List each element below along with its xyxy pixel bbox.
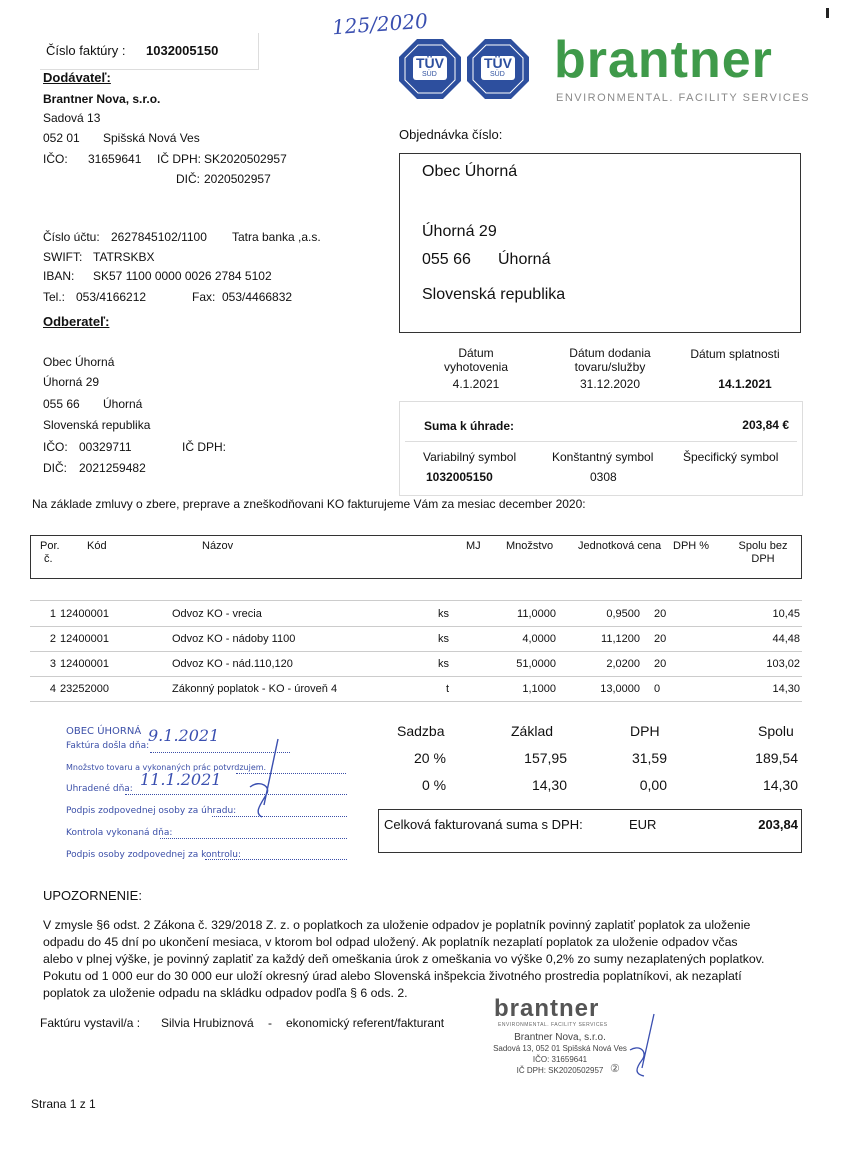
handwritten-reference: 125/2020: [331, 8, 429, 40]
company-stamp-sub: ENVIRONMENTAL. FACILITY SERVICES: [498, 1022, 608, 1028]
due-date: 14.1.2021: [718, 377, 772, 391]
customer-ico: 00329711: [79, 440, 132, 454]
stamp-line-4: Podpis zodpovednej osoby za úhradu:: [66, 806, 237, 816]
row-dph: 20: [654, 633, 667, 645]
tuv-badge-2: [465, 37, 531, 104]
recipient-name: Obec Úhorná: [422, 163, 518, 180]
issuer-dash: -: [268, 1016, 272, 1030]
company-stamp-ico: IČO: 31659641: [532, 1055, 588, 1064]
ss-label: Špecifický symbol: [683, 450, 779, 464]
stamp-line-1: Faktúra došla dňa:: [66, 741, 150, 751]
supplier-fax-label: Fax:: [192, 290, 216, 304]
stamp-handwritten-date-2: 11.1.2021: [140, 770, 222, 789]
issued-label-2: vyhotovenia: [443, 360, 509, 374]
supplier-swift: TATRSKBX: [93, 250, 155, 264]
notice-line-4: Pokutu od 1 000 eur do 30 000 eur uloží okresný úrad alebo Slovenská inšpekcia životného prostredia poplatníkovi, ak nezaplatí: [43, 969, 742, 983]
table-row: [30, 627, 802, 652]
issuer-name: Silvia Hrubiznová: [161, 1016, 254, 1030]
h-por-2: č.: [44, 553, 53, 565]
row-cena: 11,1200: [601, 633, 640, 645]
vat-h-dph: DPH: [630, 723, 660, 739]
stamp-dots-5: [160, 838, 347, 839]
items-table: [30, 602, 802, 702]
issued-label-1: Dátum: [458, 346, 494, 360]
row-por: 3: [49, 658, 56, 670]
notice-line-5: poplatok za uloženie odpadu na skládku odpadov podľa § 6 ods. 2.: [43, 986, 408, 1000]
vat-h-sadzba: Sadzba: [397, 723, 445, 739]
row-nazov: Zákonný poplatok - KO - úroveň 4: [172, 683, 338, 695]
recipient-zip: 055 66: [422, 251, 471, 268]
row-mj: ks: [438, 633, 449, 645]
h-dph: DPH %: [673, 540, 710, 552]
row-dph: 20: [654, 608, 667, 620]
vs-label: Variabilný symbol: [423, 450, 517, 464]
stamp-title: OBEC ÚHORNÁ: [66, 726, 142, 737]
issuer-role: ekonomický referent/fakturant: [286, 1016, 445, 1030]
ks-value: 0308: [590, 470, 617, 484]
stamp-signature: [236, 735, 296, 835]
row-nazov: Odvoz KO - vrecia: [172, 608, 262, 620]
row-spolu: 14,30: [772, 683, 800, 695]
row-spolu: 10,45: [772, 608, 800, 620]
supplier-city: Spišská Nová Ves: [103, 131, 200, 145]
vat-row-2-sadzba: 0 %: [422, 777, 447, 793]
customer-dic: 2021259482: [79, 461, 146, 475]
row-kod: 12400001: [60, 608, 109, 620]
row-nazov: Odvoz KO - nádoby 1100: [172, 633, 296, 645]
ks-label: Konštantný symbol: [552, 450, 654, 464]
supplier-zip: 052 01: [43, 131, 80, 145]
row-nazov: Odvoz KO - nád.110,120: [172, 658, 293, 670]
issued-date: 4.1.2021: [452, 377, 500, 391]
h-nazov: Názov: [202, 540, 234, 552]
vat-row-1-spolu: 189,54: [755, 750, 798, 766]
notice-line-1: V zmysle §6 odst. 2 Zákona č. 329/2018 Z. z. o poplatkoch za uloženie odpadov je poplatník povinný zaplatiť poplatok za uloženie: [43, 918, 751, 932]
recipient-city: Úhorná: [498, 251, 551, 268]
supplier-name: Brantner Nova, s.r.o.: [43, 92, 161, 106]
total-currency: EUR: [629, 817, 657, 832]
supplier-icdph: SK2020502957: [204, 152, 287, 166]
brand-logo: brantner: [554, 31, 773, 89]
stamp-handwritten-date-1: 9.1.2021: [148, 726, 220, 745]
tuv-sub-2: SÜD: [490, 71, 505, 78]
company-stamp-icdph: IČ DPH: SK2020502957: [516, 1066, 604, 1075]
supplier-street: Sadová 13: [43, 111, 101, 125]
vs-value: 1032005150: [426, 470, 493, 484]
total-amount: 203,84: [758, 817, 798, 832]
delivery-date: 31.12.2020: [579, 377, 641, 391]
supplier-iban: SK57 1100 0000 0026 2784 5102: [93, 269, 272, 283]
row-kod: 12400001: [60, 658, 109, 670]
row-mnozstvo: 1,1000: [522, 683, 556, 695]
supplier-tel: 053/4166212: [76, 290, 147, 304]
notice-line-3: alebo v plnej výške, je povinný zaplatiť za každý deň omeškania úrok z omeškania vo výške 0,2% zo sumy nezaplatených poplatkov.: [43, 952, 765, 966]
tuv-badge-1: [397, 37, 463, 104]
page-number: Strana 1 z 1: [31, 1097, 96, 1111]
row-dph: 20: [654, 658, 667, 670]
vat-row-2-zaklad: 14,30: [531, 777, 567, 793]
recipient-country: Slovenská republika: [422, 286, 566, 303]
row-spolu: 103,02: [766, 658, 800, 670]
company-stamp-signature: [618, 1010, 663, 1080]
customer-city: Úhorná: [103, 397, 143, 411]
table-row: [30, 652, 802, 677]
tuv-label-2: TÜV: [484, 55, 512, 71]
notice-heading: UPOZORNENIE:: [43, 888, 142, 903]
customer-country: Slovenská republika: [43, 418, 151, 432]
vat-row-1-dph: 31,59: [631, 750, 667, 766]
sum-label: Suma k úhrade:: [424, 419, 515, 433]
vat-h-spolu: Spolu: [758, 723, 794, 739]
company-stamp-name: Brantner Nova, s.r.o.: [514, 1032, 606, 1043]
vat-row-1-sadzba: 20 %: [414, 750, 446, 766]
table-row: [30, 602, 802, 627]
tuv-sub-1: SÜD: [422, 71, 437, 78]
vat-row-2-spolu: 14,30: [762, 777, 798, 793]
sum-amount: 203,84 €: [742, 418, 789, 432]
supplier-tel-label: Tel.:: [43, 290, 66, 304]
table-row: [30, 677, 802, 702]
supplier-bank: Tatra banka ,a.s.: [232, 230, 321, 244]
customer-street: Úhorná 29: [43, 375, 100, 389]
h-cena: Jednotková cena: [578, 540, 662, 552]
tuv-label-1: TÜV: [416, 55, 444, 71]
supplier-icdph-label: IČ DPH:: [157, 152, 202, 166]
row-mnozstvo: 11,0000: [517, 608, 556, 620]
invoice-number: 1032005150: [146, 43, 219, 58]
row-mnozstvo: 51,0000: [516, 658, 556, 670]
vat-row-2-dph: 0,00: [639, 777, 667, 793]
due-label: Dátum splatnosti: [690, 347, 780, 361]
supplier-account-label: Číslo účtu:: [43, 230, 100, 244]
supplier-swift-label: SWIFT:: [43, 250, 83, 264]
issuer-label: Faktúru vystavil/a :: [40, 1016, 141, 1030]
supplier-account: 2627845102/1100: [111, 230, 207, 244]
customer-dic-label: DIČ:: [43, 461, 67, 475]
row-mj: ks: [438, 658, 449, 670]
recipient-street: Úhorná 29: [422, 223, 497, 240]
supplier-ico: 31659641: [88, 152, 142, 166]
vat-h-zaklad: Základ: [511, 723, 554, 739]
supplier-dic: 2020502957: [204, 172, 271, 186]
notice-line-2: odpadu do 45 dní po ukončení mesiaca, v ktorom bol odpad uložený. Ak poplatník nezaplatí poplatok za uloženie odpadov včas: [43, 935, 738, 949]
row-kod: 12400001: [60, 633, 109, 645]
delivery-label-2: tovaru/služby: [574, 360, 646, 374]
order-label: Objednávka číslo:: [399, 127, 503, 142]
payment-divider: [405, 441, 797, 442]
company-stamp-number: ②: [610, 1063, 620, 1075]
edge-mark: [826, 8, 829, 18]
row-spolu: 44,48: [772, 633, 800, 645]
customer-zip: 055 66: [43, 397, 80, 411]
h-kod: Kód: [87, 540, 107, 552]
stamp-line-6: Podpis osoby zodpovednej za kontrolu:: [66, 850, 242, 860]
customer-name: Obec Úhorná: [43, 355, 115, 369]
supplier-heading: Dodávateľ:: [43, 70, 111, 85]
h-mnozstvo: Množstvo: [506, 540, 554, 552]
stamp-dots-6: [205, 859, 347, 860]
row-cena: 2,0200: [606, 658, 640, 670]
row-mnozstvo: 4,0000: [522, 633, 556, 645]
intro-text: Na základe zmluvy o zbere, preprave a zneškodňovani KO fakturujeme Vám za mesiac december 2020:: [32, 497, 586, 511]
vat-row-1-zaklad: 157,95: [524, 750, 567, 766]
stamp-line-5: Kontrola vykonaná dňa:: [66, 828, 173, 838]
row-dph: 0: [654, 683, 661, 695]
row-mj: t: [446, 683, 450, 695]
h-por-1: Por.: [40, 540, 60, 552]
total-label: Celková fakturovaná suma s DPH:: [384, 817, 583, 832]
stamp-line-3: Uhradené dňa:: [66, 784, 133, 794]
supplier-ico-label: IČO:: [43, 152, 68, 166]
supplier-fax: 053/4466832: [222, 290, 293, 304]
company-stamp-brand: brantner: [494, 995, 600, 1022]
row-por: 1: [49, 608, 56, 620]
h-mj: MJ: [466, 540, 481, 552]
row-por: 4: [49, 683, 56, 695]
supplier-iban-label: IBAN:: [43, 269, 75, 283]
customer-ico-label: IČO:: [43, 440, 68, 454]
h-spolu-2: DPH: [751, 553, 775, 565]
delivery-label-1: Dátum dodania: [569, 346, 651, 360]
customer-icdph-label: IČ DPH:: [182, 440, 227, 454]
brand-tagline: ENVIRONMENTAL. FACILITY SERVICES: [556, 92, 810, 104]
row-mj: ks: [438, 608, 449, 620]
supplier-dic-label: DIČ:: [176, 172, 200, 186]
company-stamp-address: Sadová 13, 052 01 Spišská Nová Ves: [493, 1044, 627, 1053]
row-cena: 0,9500: [606, 608, 640, 620]
row-por: 2: [49, 633, 56, 645]
row-kod: 23252000: [60, 683, 109, 695]
stamp-line-2: Množstvo tovaru a vykonaných prác potvrdzujem.: [66, 763, 267, 772]
items-top-rule: [30, 600, 802, 601]
h-spolu-1: Spolu bez: [738, 540, 788, 552]
invoice-number-label: Číslo faktúry :: [46, 43, 126, 58]
row-cena: 13,0000: [600, 683, 640, 695]
customer-heading: Odberateľ:: [43, 314, 110, 329]
